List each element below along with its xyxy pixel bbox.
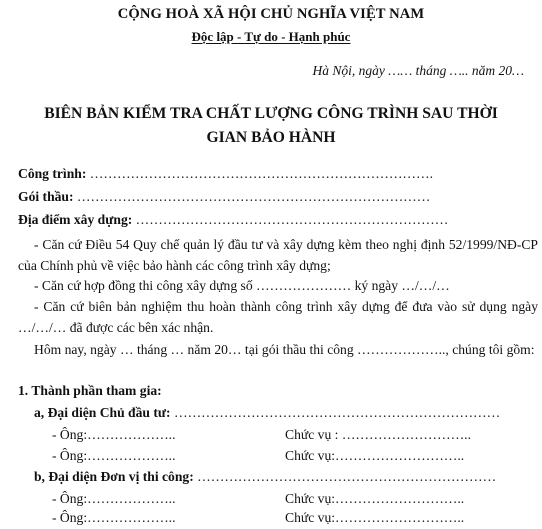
national-title: CỘNG HOÀ XÃ HỘI CHỦ NGHĨA VIỆT NAM <box>117 6 425 22</box>
title-line-2: GIAN BẢO HÀNH <box>206 129 336 146</box>
group-a-row-2-role: Chức vụ:……………………….. <box>285 448 465 463</box>
legal-basis-2: - Căn cứ hợp đồng thi công xây dựng số ………………… ký ngày …/…/… <box>34 278 450 293</box>
group-b-row-2-role: Chức vụ:……………………….. <box>285 510 465 525</box>
field-package <box>18 189 430 205</box>
field-package-label: Gói thầu: <box>18 189 74 204</box>
field-location-fill: …………………………………………………………… <box>132 212 449 227</box>
motto <box>0 29 542 45</box>
group-b-label: b, Đại diện Đơn vị thi công: <box>34 469 194 484</box>
group-b-row-1-role: Chức vụ:……………………….. <box>285 491 465 506</box>
title-line-1: BIÊN BẢN KIỂM TRA CHẤT LƯỢNG CÔNG TRÌNH SAU THỜI <box>44 105 498 122</box>
group-a-row-1-role: Chức vụ : ……………………….. <box>285 427 471 442</box>
field-location <box>18 212 448 228</box>
legal-basis-3: - Căn cứ biên bản nghiệm thu hoàn thành công trình xây dựng để đưa vào sử dụng ngày …/…/… đã được các bên xác nhận. <box>18 299 538 335</box>
dateline: Hà Nội, ngày …… tháng ….. năm 20… <box>312 63 524 78</box>
section-1-heading: 1. Thành phần tham gia: <box>18 383 162 398</box>
intro-paragraph: Hôm nay, ngày … tháng … năm 20… tại gói thầu thi công ……………….., chúng tôi gồm: <box>34 342 535 357</box>
legal-basis-1: - Căn cứ Điều 54 Quy chế quản lý đầu tư và xây dựng kèm theo nghị định 52/1999/NĐ-CP của Chính phủ về việc bảo hành các công trình xây dựng; <box>18 237 538 273</box>
group-b-heading <box>34 469 496 485</box>
group-b-fill: ………………………………………………………… <box>193 469 497 484</box>
group-a-label: a, Đại diện Chủ đầu tư: <box>34 405 171 420</box>
document-title <box>0 102 542 150</box>
field-package-fill: …………………………………………………………………… <box>73 189 431 204</box>
group-a-fill: ……………………………………………………………… <box>170 405 501 420</box>
group-b-row-2-name: - Ông:……………….. <box>52 510 176 525</box>
group-a-row-1-name: - Ông:……………….. <box>52 427 176 442</box>
field-project-fill: …………………………………………………………………. <box>86 166 433 181</box>
motto-text: Độc lập - Tự do - Hạnh phúc <box>191 29 351 44</box>
field-location-label: Địa điểm xây dựng: <box>18 212 133 227</box>
group-b-row-1-name: - Ông:……………….. <box>52 491 176 506</box>
field-project-label: Công trình: <box>18 166 87 181</box>
group-a-row-2-name: - Ông:……………….. <box>52 448 176 463</box>
field-project <box>18 166 433 182</box>
group-a-heading <box>34 405 500 421</box>
